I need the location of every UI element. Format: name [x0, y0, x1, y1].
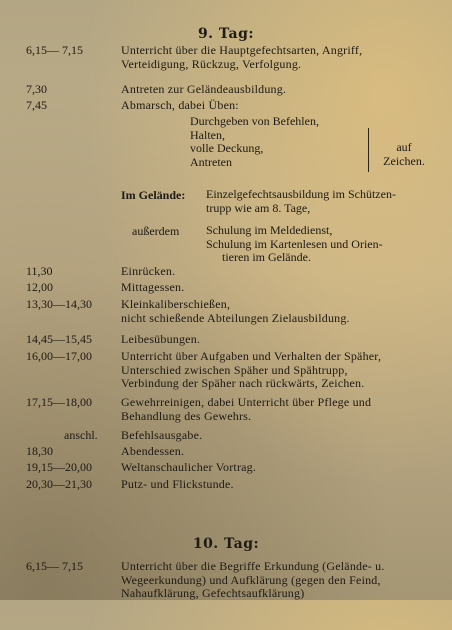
schedule-entry	[0, 560, 452, 630]
entry-text	[121, 333, 441, 347]
entry-text	[121, 461, 441, 475]
entry-line: Wegeerkundung) und Aufklärung (gegen den Feind,	[121, 572, 381, 587]
entry-text	[121, 350, 441, 391]
entry-line: Verbindung der Späher nach rückwärts, Zeichen.	[121, 376, 365, 390]
entry-line: Leibesübungen.	[121, 332, 201, 346]
entry-line: Unterschied zwischen Späher und Spähtrupp,	[121, 362, 348, 377]
entry-text	[121, 99, 441, 113]
entry-time: 20,30—21,30	[26, 477, 92, 491]
entry-line: tieren im Gelände.	[222, 250, 311, 264]
drill-list	[190, 115, 319, 169]
entry-time: 14,45—15,45	[26, 332, 92, 346]
entry-time: 17,15—18,00	[26, 395, 92, 409]
entry-line: Gewehrreinigen, dabei Unterricht über Pflege und	[121, 395, 372, 409]
entry-line: Einzelgefechtsausbildung im Schützen-	[206, 187, 396, 201]
entry-time: 6,15— 7,15	[26, 43, 83, 57]
entry-time: 7,45	[26, 98, 47, 112]
entry-time: 6,15— 7,15	[26, 559, 83, 573]
entry-line: Unterricht über die Begriffe Erkundung (Gelände- u.	[121, 559, 385, 573]
entry-line: Putz- und Flickstunde.	[121, 477, 234, 491]
entry-text	[121, 478, 441, 492]
entry-line: Unterricht über Aufgaben und Verhalten der Späher,	[121, 349, 382, 363]
entry-text	[121, 429, 441, 443]
entry-text	[121, 281, 441, 295]
day-10-heading: 10. Tag:	[192, 536, 260, 552]
entry-line: Schulung im Meldedienst,	[206, 223, 333, 237]
entry-line: Verteidigung, Rückzug, Verfolgung.	[121, 56, 302, 71]
entry-line: Antreten zur Geländeausbildung.	[121, 82, 287, 96]
entry-time: 19,15—20,00	[26, 460, 92, 474]
entry-time: 18,30	[26, 444, 53, 458]
entry-text	[121, 396, 441, 423]
entry-text	[121, 298, 441, 325]
entry-text	[121, 560, 441, 601]
entry-line: Kleinkaliberschießen,	[121, 297, 231, 311]
brace-divider	[368, 128, 369, 172]
entry-time: 16,00—17,00	[26, 349, 92, 363]
entry-line: trupp wie am 8. Tage,	[206, 200, 311, 215]
entry-line: Behandlung des Gewehrs.	[121, 408, 252, 423]
entry-line: Mittagessen.	[121, 280, 185, 294]
drill-item: Antreten	[190, 154, 232, 169]
additional-text	[206, 224, 383, 265]
annotation-line: auf	[396, 140, 412, 154]
drill-item: Halten,	[190, 127, 225, 142]
brace-annotation	[374, 140, 434, 168]
entry-time: anschl.	[64, 428, 98, 442]
entry-time: 13,30—14,30	[26, 297, 92, 311]
entry-line: Weltanschaulicher Vortrag.	[121, 460, 257, 474]
entry-line: Unterricht über die Hauptgefechtsarten, Angriff,	[121, 43, 363, 57]
entry-line: Befehlsausgabe.	[121, 428, 203, 442]
entry-text	[121, 44, 441, 71]
entry-line: nicht schießende Abteilungen Zielausbildung.	[121, 310, 350, 325]
entry-time: 7,30	[26, 82, 47, 96]
entry-line: Einrücken.	[121, 264, 176, 278]
entry-line: Abmarsch, dabei Üben:	[121, 98, 239, 112]
field-label: Im Gelände:	[121, 188, 186, 202]
entry-text	[121, 83, 441, 97]
drill-item: Durchgeben von Befehlen,	[190, 114, 319, 128]
entry-time: 11,30	[26, 264, 53, 278]
annotation-line: Zeichen.	[383, 154, 425, 168]
additional-label: außerdem	[132, 224, 180, 238]
entry-line: Schulung im Kartenlesen und Orien-	[206, 236, 383, 251]
entry-line: Abendessen.	[121, 444, 185, 458]
entry-line: Nahaufklärung, Gefechtsaufklärung)	[121, 586, 305, 600]
entry-text	[121, 265, 441, 279]
entry-text	[121, 445, 441, 459]
field-text	[206, 188, 396, 215]
entry-time: 12,00	[26, 280, 53, 294]
day-9-heading: 9. Tag:	[197, 26, 255, 42]
drill-item: volle Deckung,	[190, 141, 264, 155]
